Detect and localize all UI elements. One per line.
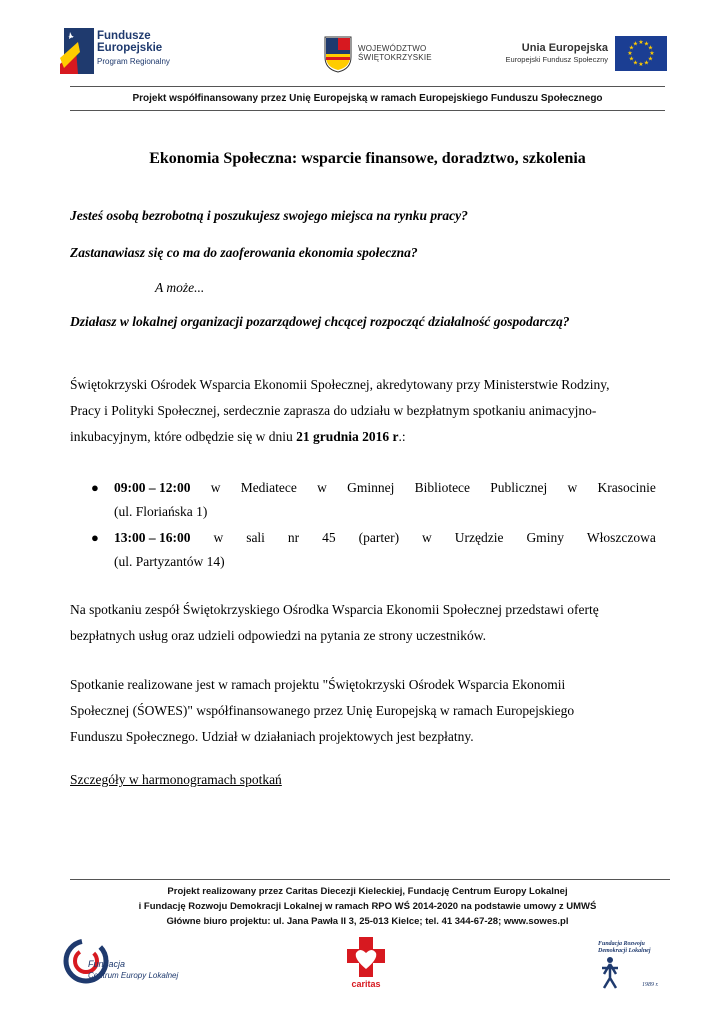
- document-title: Ekonomia Społeczna: wsparcie finansowe, doradztwo, szkolenia: [149, 150, 586, 167]
- header-divider-bottom: [70, 110, 665, 111]
- svg-text:★: ★: [638, 39, 644, 46]
- para3-text-2: Społecznej (ŚOWES)" współfinansowanego przez Unię Europejską w ramach Europejskiego: [70, 703, 575, 718]
- question-3: Działasz w lokalnej organizacji pozarządowej chcącej rozpocząć działalność gospodarczą?: [70, 314, 570, 329]
- intro-line-1: [70, 372, 656, 398]
- para2-line-1: [70, 597, 656, 623]
- list-item: [114, 526, 656, 574]
- para2-text-1: Na spotkaniu zespół Świętokrzyskiego Ośrodka Wsparcia Ekonomii Społecznej przedstawi ofertę: [70, 602, 599, 617]
- fe-line3: Program Regionalny: [97, 57, 170, 66]
- woj-line2: ŚWIĘTOKRZYSKIE: [358, 53, 432, 62]
- cofinance-note: Projekt współfinansowany przez Unię Europejską w ramach Europejskiego Funduszu Społecznego: [132, 93, 603, 104]
- bullet-icon: ●: [91, 530, 99, 545]
- fe-line2: Europejskie: [97, 42, 163, 54]
- frdl-logo: [598, 938, 670, 995]
- bullet-1-line: [114, 476, 656, 500]
- event-date: 21 grudnia 2016 r: [296, 429, 399, 444]
- intro-paragraph: [70, 372, 656, 450]
- bullet-icon: ●: [91, 480, 99, 495]
- word: Włoszczowa: [586, 530, 656, 545]
- frdl-line1: Fundacja Rozwoju: [598, 941, 645, 947]
- wojewodztwo-logo: [323, 35, 353, 78]
- word: Publicznej: [490, 480, 548, 495]
- frdl-year: 1989 r.: [642, 982, 659, 988]
- svg-text:★: ★: [643, 59, 650, 67]
- intro-line-3: [70, 424, 656, 450]
- word: Bibliotece: [414, 480, 471, 495]
- word: w: [210, 480, 221, 495]
- fundusze-europejskie-logo: [60, 28, 96, 79]
- footer-line-3: Główne biuro projektu: ul. Jana Pawła II 3, 25-013 Kielce; tel. 41 344-67-28; www.sowes.pl: [166, 916, 569, 927]
- intro-line-2: [70, 398, 656, 424]
- cel-emblem-icon: [62, 935, 182, 987]
- header-divider-top: [70, 86, 665, 87]
- cel-line2: Centrum Europy Lokalnej: [88, 971, 179, 980]
- svg-text:★: ★: [643, 40, 650, 48]
- eu-flag-icon: [615, 36, 667, 71]
- footer-divider: [70, 879, 670, 880]
- svg-text:★: ★: [647, 55, 654, 63]
- word: Gminnej: [347, 480, 395, 495]
- intro-text-2: Pracy i Polityki Społecznej, serdecznie zaprasza do udziału w bezpłatnym spotkaniu animacyjno-: [70, 403, 597, 418]
- fe-logo-text: [97, 30, 170, 68]
- caritas-cross-icon: [345, 935, 387, 989]
- bullet-2-line: [114, 526, 656, 550]
- bullet-1-time: 09:00 – 12:00: [114, 480, 191, 495]
- footer-line-1: Projekt realizowany przez Caritas Diecezji Kieleckiej, Fundację Centrum Europy Lokalnej: [167, 886, 568, 897]
- svg-text:★: ★: [638, 61, 644, 68]
- details-link[interactable]: Szczegóły w harmonogramach spotkań: [70, 772, 282, 787]
- ue-logo-text: [505, 42, 608, 64]
- fe-emblem-icon: [60, 28, 96, 74]
- word: Gminy: [526, 530, 564, 545]
- woj-line1: WOJEWÓDZTWO: [358, 44, 427, 53]
- coat-of-arms-icon: [323, 35, 353, 73]
- word: 45: [322, 530, 336, 545]
- word: Krasocinie: [597, 480, 656, 495]
- svg-text:★: ★: [632, 59, 639, 67]
- cel-logo: [62, 935, 182, 992]
- svg-text:★: ★: [627, 50, 633, 57]
- question-1: Jesteś osobą bezrobotną i poszukujesz swojego miejsca na rynku pracy?: [70, 208, 468, 223]
- paragraph-2: [70, 597, 656, 649]
- caritas-label: caritas: [351, 979, 381, 989]
- bullet-2-address: (ul. Partyzantów 14): [114, 554, 225, 569]
- word: nr: [287, 530, 300, 545]
- wojewodztwo-text: [358, 44, 432, 62]
- word: sali: [246, 530, 265, 545]
- para3-line-1: [70, 672, 656, 698]
- intro-text-3: inkubacyjnym, które odbędzie się w dniu: [70, 429, 293, 444]
- intro-text-3-end: .:: [398, 429, 406, 444]
- ue-line2: Europejski Fundusz Społeczny: [505, 55, 608, 64]
- bullet-2-time: 13:00 – 16:00: [114, 530, 191, 545]
- svg-text:★: ★: [628, 55, 635, 63]
- word: w: [213, 530, 224, 545]
- list-item: [114, 476, 656, 524]
- word: (parter): [358, 530, 400, 545]
- para3-text-1: Spotkanie realizowane jest w ramach projektu "Świętokrzyski Ośrodek Wsparcia Ekonomii: [70, 677, 566, 692]
- caritas-logo: [345, 935, 387, 994]
- fe-line1: Fundusze: [97, 30, 151, 42]
- word: Urzędzie: [454, 530, 504, 545]
- cel-line1: Fundacja: [88, 959, 126, 969]
- footer-line-2: i Fundację Rozwoju Demokracji Lokalnej w ramach RPO WŚ 2014-2020 na podstawie umowy z UMWŚ: [138, 901, 597, 912]
- footer-text: [70, 884, 665, 929]
- svg-text:★: ★: [647, 44, 654, 52]
- svg-text:★: ★: [649, 50, 655, 57]
- word: w: [422, 530, 432, 545]
- maybe-text: A może...: [155, 280, 205, 295]
- frdl-line2: Demokracji Lokalnej: [598, 948, 651, 954]
- word: Mediatece: [240, 480, 297, 495]
- para3-line-3: Funduszu Społecznego. Udział w działaniach projektowych jest bezpłatny.: [70, 729, 474, 744]
- question-2: Zastanawiasz się co ma do zaoferowania ekonomia społeczna?: [70, 245, 418, 260]
- svg-text:★: ★: [628, 44, 635, 52]
- svg-text:★: ★: [632, 40, 639, 48]
- word: w: [317, 480, 327, 495]
- para3-line-2: [70, 698, 656, 724]
- word: w: [567, 480, 578, 495]
- paragraph-3: [70, 672, 656, 750]
- frdl-emblem-icon: [598, 938, 670, 990]
- para2-line-2: bezpłatnych usług oraz udzieli odpowiedzi na pytania ze strony uczestników.: [70, 628, 486, 643]
- bullet-1-address: (ul. Floriańska 1): [114, 504, 208, 519]
- intro-text-1: Świętokrzyski Ośrodek Wsparcia Ekonomii Społecznej, akredytowany przy Ministerstwie Rodziny,: [70, 377, 610, 392]
- ue-line1: Unia Europejska: [521, 42, 608, 54]
